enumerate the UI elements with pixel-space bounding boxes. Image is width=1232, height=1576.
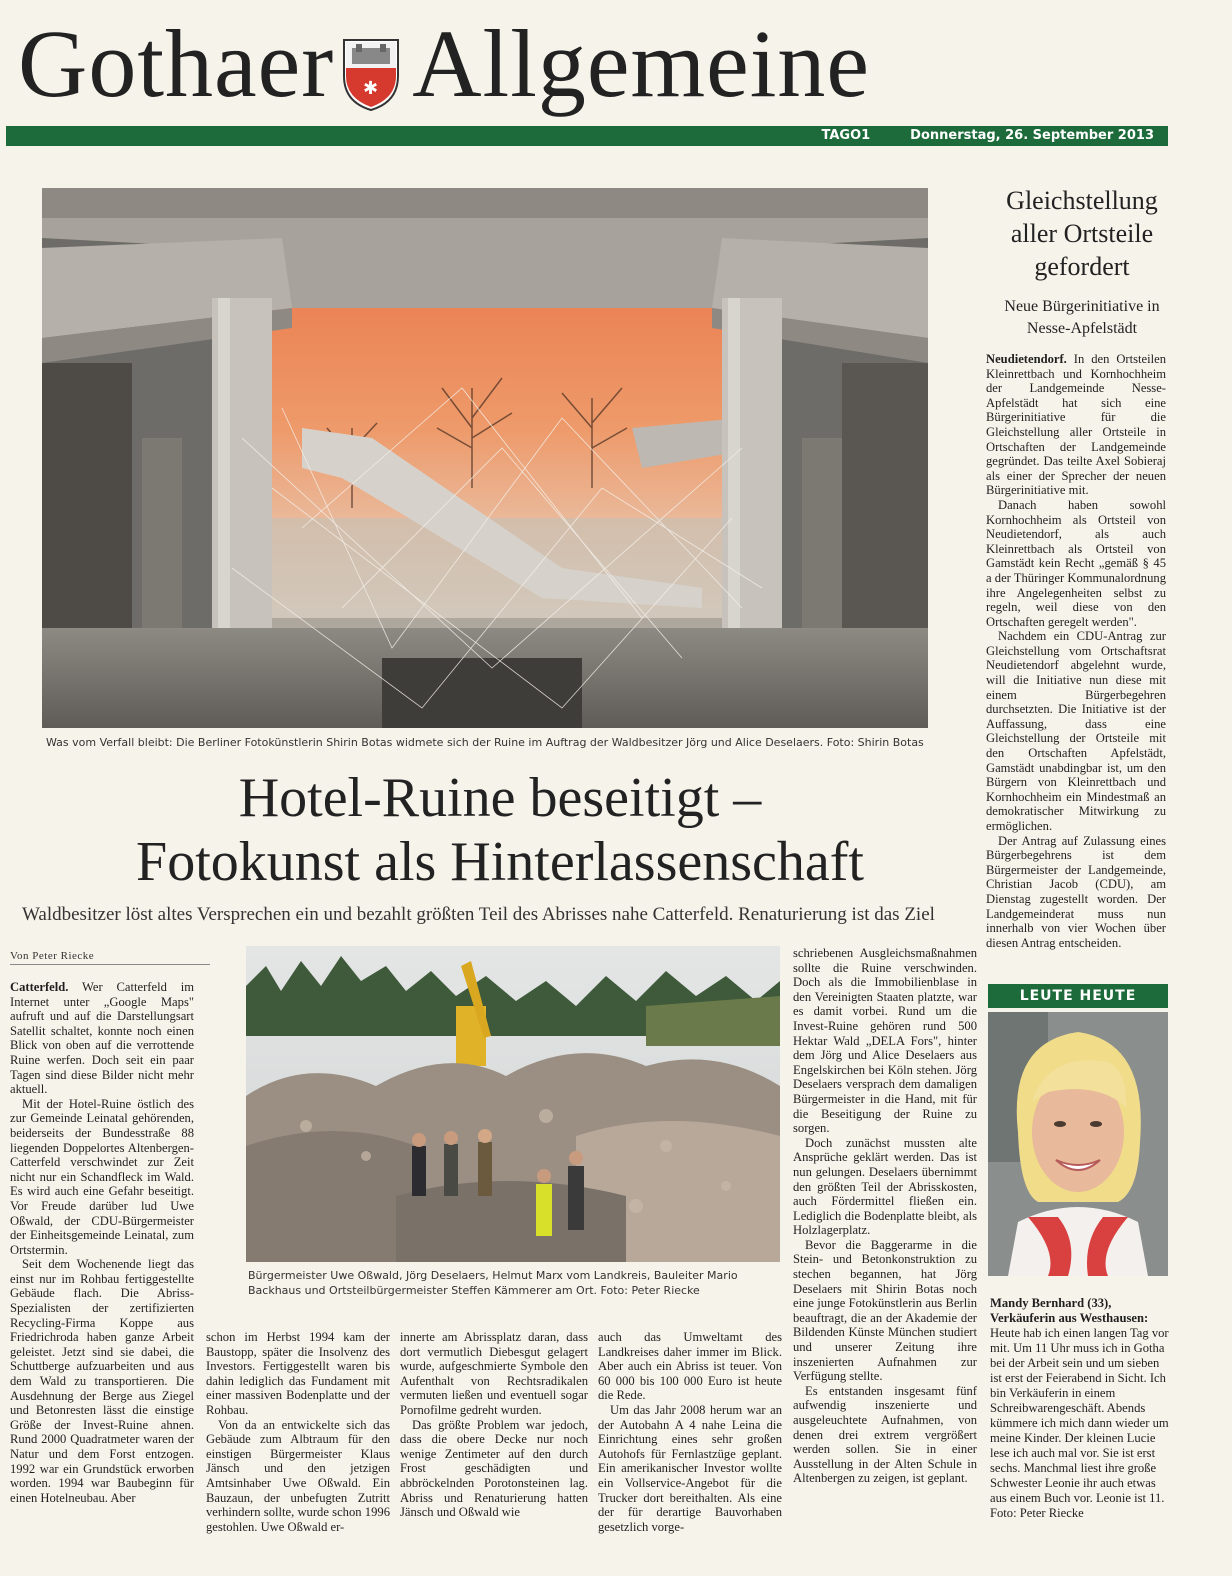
dateline: Catterfeld. [10, 980, 69, 994]
paragraph: Mit der Hotel-Ruine östlich des zur Gemeinde Leinatal gehörenden, beiderseits der Bundesstraße 88 liegenden Doppelortes Altenbergen-Catterfeld verschwindet zur Zeit nicht nur ein Schandfleck im Wald. Es wird auch eine Gefahr beseitigt. Vor Freude darüber lud Uwe Oßwald, der CDU-Bürgermeister der Einheitsgemeinde Leinatal, zum Ortstermin. [10, 1096, 194, 1257]
issue-date: Donnerstag, 26. September 2013 [910, 128, 1154, 143]
svg-text:✱: ✱ [363, 77, 380, 99]
person-name: Mandy Bernhard (33), Verkäuferin aus Westhausen: [990, 1296, 1149, 1325]
article-column-2 [206, 1330, 390, 1540]
main-photo-caption: Was vom Verfall bleibt: Die Berliner Fotokünstlerin Shirin Botas widmete sich der Ruine im Auftrag der Waldbesitzer Jörg und Alice Deselaers. Foto: Shirin Botas [46, 736, 924, 749]
article-column-3 [400, 1330, 588, 1540]
paragraph: Das größte Problem war jedoch, dass die obere Decke nur noch wenige Zentimeter auf den durch Frost geschädigten und abbröckelnden Porotonsteinen lag. Abriss und Renaturierung hatten Jänsch und Oßwald wie [400, 1417, 588, 1520]
sidebar-article-text [986, 352, 1166, 960]
byline: Von Peter Riecke [10, 950, 210, 965]
article-subhead: Waldbesitzer löst altes Versprechen ein und bezahlt größten Teil des Abrisses nahe Catterfeld. Renaturierung ist das Ziel [22, 904, 935, 925]
paragraph: auch das Umweltamt des Landkreises daher immer im Blick. Aber auch ein Abriss ist teuer. Von 60 000 bis 100 000 Euro ist heute die Rede. [598, 1330, 782, 1403]
paragraph: Um das Jahr 2008 herum war an der Autobahn A 4 nahe Leina die Einrichtung eines sehr großen Autohofs für Fernlastzüge geplant. Ein amerikanischer Investor wollte ein Vollservice-Angebot für die Trucker dort bereithalten. Als eine der für derartige Bauvorhaben gesetzlich vorge- [598, 1402, 782, 1534]
sidebar-subhead: Neue Bürgerinitiative in Nesse-Apfelstädt [1004, 298, 1160, 337]
paragraph: Nachdem ein CDU-Antrag zur Gleichstellung vom Ortschaftsrat Neudietendorf abgelehnt wurde, will die Initiative nun diese mit einem Bürgerbegehren durchsetzten. Die Initiative ist der Auffassung, dass eine Gleichstellung der Ortsteile mit den Ortschaften Apfelstädt, Gamstädt unabdingbar ist, um den Bürgern von Kleinrettbach und Kornhochheim ein Mindestmaß an demokratischer Mitwirkung zu ermöglichen. [986, 629, 1166, 833]
demolition-photo [246, 946, 780, 1262]
edition-code: TAGO1 [821, 128, 871, 143]
main-photo [42, 188, 928, 728]
coat-of-arms-icon [340, 30, 402, 106]
masthead [18, 10, 998, 117]
paragraph: In den Ortsteilen Kleinrettbach und Kornhochheim der Landgemeinde Nesse-Apfelstädt hat sich eine Bürgerinitiative für die Gleichstellung aller Ortsteile in Ortschaften der Landgemeinde gegründet. Das teilte Axel Sobieraj als einer der Sprecher der neuen Bürgerinitiative mit. [986, 352, 1166, 498]
paragraph: schriebenen Ausgleichsmaßnahmen sollte die Ruine verschwinden. Doch als die Immobilienblase in den Vereinigten Staaten platzte, war es damit vorbei. Rund um die Invest-Ruine gehören rund 500 Hektar Wald „DELA Fors", hinter dem Jörg und Alice Deselaers aus Engelskirchen bei Köln stehen. Jörg Deselaers versprach dem damaligen Bürgermeister in die Hand, mit für die Beseitigung der Ruine zu sorgen. [793, 946, 977, 1136]
paragraph: innerte am Abrissplatz daran, dass dort vermutlich Diebesgut gelagert wurde, aufgeschmierte Symbole den Aufenthalt von Rechtsradikalen vermuten ließen und eventuell sogar Pornofilme gedreht wurden. [400, 1330, 588, 1417]
leute-heute-label: LEUTE HEUTE [988, 984, 1168, 1008]
paragraph: Von da an entwickelte sich das Gebäude zum Albtraum für den einstigen Bürgermeister Klaus Jänsch und den jetzigen Amtsinhaber Uwe Oßwald. Ein Bauzaun, der unbefugten Zutritt verhindern sollte, wurde schon 1996 gestohlen. Uwe Oßwald er- [206, 1417, 390, 1534]
portrait-photo [988, 1012, 1168, 1276]
paragraph: Bevor die Baggerarme in die Stein- und Betonkonstruktion zu stechen begannen, hat Jörg Deselaers mit Shirin Botas noch eine junge Fotokünstlerin aus Berlin beauftragt, die an der Akademie der Bildenden Künste München studiert und unserer Zeitung ihre inszenierten Aufnahmen zur Verfügung stellte. [793, 1237, 977, 1384]
masthead-bar [6, 126, 1168, 146]
article-column-1 [10, 980, 194, 1540]
paragraph: Wer Catterfeld im Internet unter „Google Maps" aufruft und auf die Darstellungsart Satellit schaltet, konnte noch einen Blick von oben auf die verrottende Ruine werfen. Doch seit ein paar Tagen sind diese Bilder nicht mehr aktuell. [10, 980, 194, 1097]
paragraph: Doch zunächst mussten alte Ansprüche geklärt werden. Das ist nun gelungen. Deselaers übernimmt den größten Teil der Abrisskosten, auch Fördermittel fließen ein. Lediglich die Bodenplatte bleibt, als Holzlagerplatz. [793, 1135, 977, 1238]
paragraph: Danach haben sowohl Kornhochheim als Ortsteil von Neudietendorf, als auch Kleinrettbach als Ortsteil von Gamstädt kein Recht „gemäß § 45 a der Thüringer Kommunalordnung ihre Angelegenheiten selbst zu regeln, weil diese von den Ortschaften geregelt werden". [986, 497, 1166, 629]
demolition-photo-caption: Bürgermeister Uwe Oßwald, Jörg Deselaers, Helmut Marx vom Landkreis, Bauleiter Mario Backhaus und Ortsteilbürgermeister Steffen Kämmerer am Ort. Foto: Peter Riecke [248, 1269, 738, 1297]
sidebar-headline: Gleichstellung aller Ortsteile gefordert [1006, 186, 1158, 281]
article-column-4 [598, 1330, 782, 1540]
article-headline [50, 766, 950, 894]
person-quote: Heute hab ich einen langen Tag vor mit. Um 11 Uhr muss ich in Gotha bei der Arbeit sein und um sieben ist erst der Feierabend in Sicht. Ich bin Verkäuferin in einem Schreibwarengeschäft. Abends kümmere ich mich dann wieder um meine Kinder. Der kleinen Lucie lese ich auch mal vor. Sie ist erst sechs. Manchmal liest ihre große Schwester Leonie ihr auch etwas aus einem Buch vor. Leonie ist 11. Foto: Peter Riecke [990, 1326, 1169, 1520]
dateline: Neudietendorf. [986, 352, 1067, 366]
paragraph: Der Antrag auf Zulassung eines Bürgerbegehrens ist dem Bürgermeister der Landgemeinde, Christian Jacob (CDU), am Dienstag zugestellt worden. Der Landgemeinderat muss nun innerhalb von vier Wochen über diesen Antrag entscheiden. [986, 833, 1166, 950]
masthead-title-right: Allgemeine [412, 10, 871, 117]
headline-line-2: Fotokunst als Hinterlassenschaft [136, 831, 864, 893]
headline-line-1: Hotel-Ruine beseitigt – [238, 767, 762, 829]
masthead-title-left: Gothaer [18, 10, 335, 117]
paragraph: Seit dem Wochenende liegt das einst nur im Rohbau fertiggestellte Gebäude flach. Die Abriss-Spezialisten der zertifizierten Recycling-Firma Koppe aus Friedrichroda haben ganze Arbeit geleistet. Jetzt sind sie dabei, die Schuttberge aufzuarbeiten und aus dem Wald zu transportieren. Die Ausdehnung der Berge aus Ziegel und Betonresten lässt die einstige Größe der Invest-Ruine ahnen. Rund 2000 Quadratmeter waren der Natur und dem Forst entzogen. 1992 war ein Grundstück erworben worden. 1994 war Baubeginn für einen Hotelneubau. Aber [10, 1257, 194, 1505]
leute-heute-text [990, 1296, 1170, 1546]
paragraph: Es entstanden insgesamt fünf aufwendig inszenierte und ausgeleuchtete Aufnahmen, von denen drei extrem vergrößert werden sollen. Sie in einer Ausstellung in der Alten Schule in Altenbergen zu zeigen, ist geplant. [793, 1383, 977, 1486]
article-column-5 [793, 946, 977, 1540]
paragraph: schon im Herbst 1994 kam der Baustopp, später die Insolvenz des Investors. Fertiggestellt waren bis dahin lediglich das Fundament mit einer massiven Bodenplatte und der Rohbau. [206, 1330, 390, 1417]
